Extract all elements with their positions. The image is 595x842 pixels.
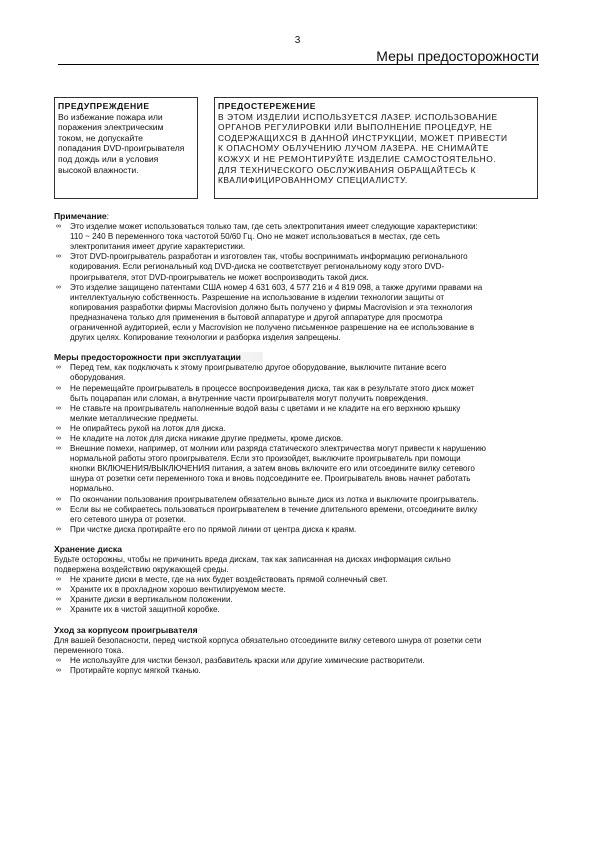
list-item-line: Не перемещайте проигрыватель в процессе воспроизведения диска, так как в результате этого диск может — [70, 383, 475, 393]
page-number: 3 — [294, 35, 301, 46]
list-item-line: проигрывателя, этот DVD-проигрыватель не может воспроизводить такой диск. — [70, 272, 369, 282]
list-item-line: Перед тем, как подключать к этому проигрывателю другое оборудование, выключите питание всего — [70, 363, 447, 373]
list-item-line: Храните их в прохладном хорошо вентилируемом месте. — [70, 585, 286, 595]
list-item-line: кодирования. Если региональный код DVD-диска не соответствует региональному коду этого DVD- — [70, 262, 445, 272]
bullet-icon: ∞ — [56, 576, 61, 584]
list-item-line: оборудования. — [70, 373, 126, 383]
text-line: Будьте осторожны, чтобы не причинить вреда дискам, так как записанная на дисках информация сильно — [54, 555, 451, 564]
text-line: КВАЛИФИЦИРОВАННОМУ СПЕЦИАЛИСТУ. — [218, 175, 408, 186]
list-item-line: других целях. Копирование технологии и разборка изделия запрещены. — [70, 333, 341, 343]
text-line: переменного тока. — [54, 645, 124, 655]
list-item-line: Не храните диски в месте, где на них будет воздействовать прямой солнечный свет. — [70, 575, 388, 585]
caution-text — [218, 112, 537, 186]
caution-title: ПРЕДОСТЕРЕЖЕНИЕ — [218, 101, 316, 111]
notes-title — [54, 211, 542, 221]
list-item-line: Внешние помехи, например, от молнии или разряда статического электричества могут привести к нарушению — [70, 444, 486, 454]
list-item — [54, 404, 542, 424]
cabinet-intro — [54, 636, 542, 656]
list-item — [54, 575, 542, 585]
notes-list — [54, 222, 542, 343]
storage-section — [54, 544, 542, 616]
operation-section — [54, 352, 542, 535]
bullet-icon: ∞ — [56, 434, 61, 442]
list-item — [54, 384, 542, 404]
storage-title — [54, 544, 542, 554]
list-item-line: электропитания имеет другие характеристики. — [70, 242, 246, 252]
list-item — [54, 363, 542, 383]
text-line: подвержена воздействию окружающей среды. — [54, 565, 229, 575]
list-item-line: Если вы не собираетесь пользоваться проигрывателем в течение длительного времени, отсоедините вилку — [70, 504, 478, 514]
text-line: под дождь или в условия — [58, 153, 159, 164]
list-item — [54, 424, 542, 434]
storage-title-text: Хранение диска — [54, 543, 122, 554]
warning-box — [54, 97, 198, 199]
list-item — [54, 666, 542, 676]
notes-section — [54, 211, 542, 343]
bullet-icon: ∞ — [56, 223, 61, 231]
bullet-icon: ∞ — [56, 364, 61, 372]
text-line: ОРГАНОВ РЕГУЛИРОВКИ ИЛИ ВЫПОЛНЕНИЕ ПРОЦЕДУР, НЕ — [218, 122, 493, 133]
list-item — [54, 605, 542, 615]
list-item-line: его сетевого шнура от розетки. — [70, 514, 186, 524]
text-line: К ОПАСНОМУ ОБЛУЧЕНИЮ ЛУЧОМ ЛАЗЕРА. НЕ СНИМАЙТЕ — [218, 143, 489, 154]
text-line: СОДЕРЖАЩИХСЯ В ДАННОЙ ИНСТРУКЦИИ, МОЖЕТ ПРИВЕСТИ — [218, 132, 508, 143]
list-item-line: Не кладите на лоток для диска никакие другие предметы, кроме дисков. — [70, 433, 344, 443]
text-line: Во избежание пожара или — [58, 111, 163, 122]
bullet-icon: ∞ — [56, 283, 61, 291]
list-item-line: предназначена только для применения в бытовой аппаратуре и другой аппаратуре для просмотра — [70, 312, 443, 322]
list-item-line: Протирайте корпус мягкой тканью. — [70, 665, 201, 675]
notes-title-text: Примечание — [54, 211, 107, 221]
list-item-line: Это изделие защищено патентами США номер 4 631 603, 4 577 216 и 4 819 098, а также другими правами на — [70, 282, 483, 292]
list-item-line: шнура от розетки сети переменного тока и вновь подсоедините ее. Проигрыватель вновь начнет работать — [70, 474, 471, 484]
list-item-line: Не ставьте на проигрыватель наполненные водой вазы с цветами и не кладите на его верхнюю крышку — [70, 403, 461, 413]
text-line: В ЭТОМ ИЗДЕЛИИ ИСПОЛЬЗУЕТСЯ ЛАЗЕР. ИСПОЛЬЗОВАНИЕ — [218, 111, 498, 122]
list-item-line: интеллектуальную собственность. Разрешение на использование в изделии технологии защиты от — [70, 292, 445, 302]
list-item — [54, 595, 542, 605]
bullet-icon: ∞ — [56, 445, 61, 453]
list-item — [54, 444, 542, 494]
caution-box — [214, 97, 538, 199]
list-item-line: кнопки ВКЛЮЧЕНИЯ/ВЫКЛЮЧЕНИЯ питания, а затем вновь включите его или отсоедините вилку сетевого — [70, 464, 475, 474]
list-item — [54, 252, 542, 282]
page-header-title: Меры предосторожности — [376, 48, 539, 64]
text-line: Для вашей безопасности, перед чисткой корпуса обязательно отсоедините вилку сетевого шнура от розетки сети — [54, 635, 482, 645]
cabinet-title-text: Уход за корпусом проигрывателя — [54, 624, 198, 635]
warning-title: ПРЕДУПРЕЖДЕНИЕ — [58, 101, 150, 111]
list-item — [54, 656, 542, 666]
storage-list — [54, 575, 542, 615]
cabinet-section — [54, 625, 542, 676]
list-item — [54, 434, 542, 444]
list-item-line: нормальной работы этого проигрывателя. Если это произойдет, выключите проигрыватель при помощи — [70, 454, 461, 464]
bullet-icon: ∞ — [56, 525, 61, 533]
header-rule — [58, 64, 539, 65]
list-item — [54, 222, 542, 252]
list-item — [54, 505, 542, 525]
cabinet-list — [54, 656, 542, 676]
list-item-line: При чистке диска протирайте его по прямой линии от центра диска к краям. — [70, 524, 357, 534]
cabinet-title — [54, 625, 542, 635]
operation-title-text: Меры предосторожности при эксплуатации — [54, 352, 263, 362]
notes-title-colon: : — [106, 211, 110, 221]
bullet-icon: ∞ — [56, 586, 61, 594]
text-line: КОЖУХ И НЕ РЕМОНТИРУЙТЕ ИЗДЕЛИЕ САМОСТОЯТЕЛЬНО. — [218, 153, 497, 164]
list-item — [54, 283, 542, 344]
text-line: высокой влажности. — [58, 164, 139, 175]
list-item-line: 110 ~ 240 В переменного тока частотой 50/60 Гц. Оно не может использоваться в местах, где сеть — [70, 232, 441, 242]
main-content — [54, 211, 542, 685]
list-item-line: копирования разработки фирмы Macrovision должно быть получено у фирмы Macrovision и эта технология — [70, 302, 473, 312]
list-item-line: Храните их в чистой защитной коробке. — [70, 605, 220, 615]
bullet-icon: ∞ — [56, 505, 61, 513]
list-item-line: Не используйте для чистки бензол, разбавитель краски или другие химические растворители. — [70, 655, 425, 665]
list-item — [54, 585, 542, 595]
bullet-icon: ∞ — [56, 384, 61, 392]
bullet-icon: ∞ — [56, 495, 61, 503]
bullet-icon: ∞ — [56, 666, 61, 674]
text-line: током, не допускайте — [58, 132, 143, 143]
operation-title — [54, 352, 542, 362]
list-item — [54, 495, 542, 505]
list-item-line: мелкие металлические предметы. — [70, 413, 199, 423]
text-line: ДЛЯ ТЕХНИЧЕСКОГО ОБСЛУЖИВАНИЯ ОБРАЩАЙТЕСЬ К — [218, 164, 477, 175]
bullet-icon: ∞ — [56, 656, 61, 664]
list-item-line: Не опирайтесь рукой на лоток для диска. — [70, 423, 226, 433]
bullet-icon: ∞ — [56, 253, 61, 261]
bullet-icon: ∞ — [56, 606, 61, 614]
list-item-line: быть поцарапан или сломан, а внутренние части проигрывателя могут получить повреждения. — [70, 393, 429, 403]
bullet-icon: ∞ — [56, 424, 61, 432]
bullet-icon: ∞ — [56, 596, 61, 604]
list-item-line: Храните диски в вертикальном положении. — [70, 595, 233, 605]
list-item-line: По окончании пользования проигрывателем обязательно выньте диск из лотка и выключите проигрыватель. — [70, 494, 479, 504]
operation-list — [54, 363, 542, 535]
storage-intro — [54, 555, 542, 575]
list-item-line: ограниченной аудиторией, если у Macrovision не получено письменное разрешение на ее использование в — [70, 323, 475, 333]
text-line: попадания DVD-проигрывателя — [58, 143, 185, 154]
bullet-icon: ∞ — [56, 404, 61, 412]
list-item — [54, 525, 542, 535]
list-item-line: Этот DVD-проигрыватель разработан и изготовлен так, чтобы воспринимать информацию регионального — [70, 252, 468, 262]
text-line: поражения электрическим — [58, 122, 164, 133]
list-item-line: Это изделие может использоваться только там, где сеть электропитания имеет следующие характеристики: — [70, 222, 478, 232]
list-item-line: нормально. — [70, 484, 114, 494]
warning-text — [58, 112, 197, 176]
